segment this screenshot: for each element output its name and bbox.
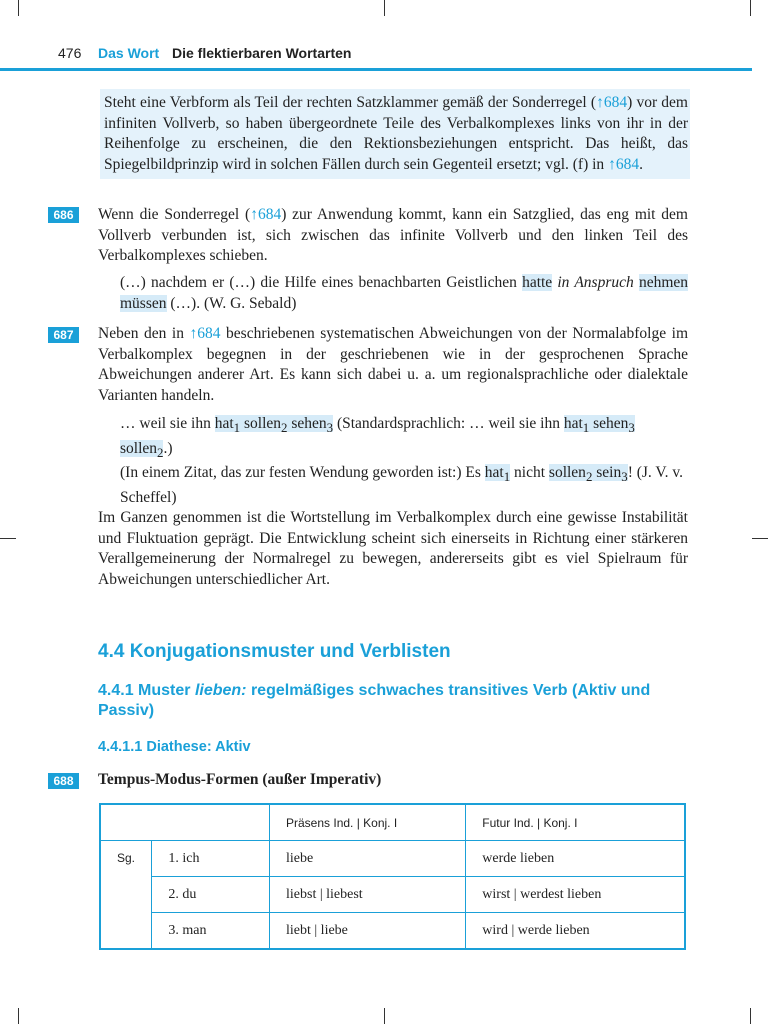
verb: sollen: [120, 439, 158, 457]
highlighted-verb: nehmen müssen: [120, 274, 689, 312]
table-header-cell: Futur Ind. | Konj. I: [466, 804, 685, 841]
cross-reference-link[interactable]: ↑684: [250, 206, 282, 223]
paragraph-number-badge: 688: [48, 773, 79, 789]
cross-reference-link[interactable]: ↑684: [189, 325, 221, 342]
section-title: Die flektierbaren Wortarten: [172, 45, 352, 61]
highlighted-verb: [548, 464, 628, 485]
example-687: [120, 414, 688, 508]
example-686: [120, 273, 688, 314]
example-text: .): [163, 439, 173, 457]
verb: hat: [484, 464, 504, 482]
index-subscript: 1: [503, 469, 511, 485]
verb: hat: [214, 415, 234, 432]
crop-mark: [750, 1008, 751, 1024]
table-cell-person: 3. man: [152, 913, 270, 950]
index-subscript: 3: [621, 469, 628, 485]
table-cell-person: 1. ich: [152, 841, 270, 877]
running-header: [58, 44, 758, 66]
table-row: [100, 841, 685, 877]
heading-text: 4.4.1 Muster: [98, 682, 195, 699]
intro-text: .: [639, 155, 643, 173]
number-group-label: Sg.: [100, 841, 152, 950]
body-text: beschriebenen systematischen Abweichungen von der Normalabfolge im Verbalkomplex begegnen in der geschriebenen wie in der gesprochenen Sprache Abweichungen anderer Art. Es kann sich dabei u. a. um regionalsprachliche oder dialektale Varianten handeln.: [98, 325, 688, 404]
section-heading-4-4-1-1: 4.4.1.1 Diathese: Aktiv: [98, 739, 251, 755]
verb: sollen: [243, 415, 282, 432]
example-text: ! (J. V. v. Scheffel): [120, 464, 683, 506]
example-text: (…) nachdem er (…) die Hilfe eines benachbarten Geistlichen: [120, 274, 523, 291]
index-subscript: 2: [585, 469, 593, 485]
section-heading-4-4-1: [98, 681, 688, 721]
verb: hat: [563, 415, 583, 432]
table-row: [100, 913, 685, 950]
crop-mark: [384, 0, 385, 16]
cross-reference-link[interactable]: ↑684: [596, 94, 628, 111]
index-subscript: 1: [582, 420, 590, 436]
paragraph-686: [98, 205, 688, 267]
conjugation-table: [99, 803, 686, 950]
highlighted-verb: hatte: [522, 274, 553, 291]
crop-mark: [0, 538, 16, 539]
example-line: [120, 463, 688, 508]
heading-text: regelmäßiges schwaches transitives Verb (Aktiv und Passiv): [98, 682, 651, 719]
intro-text: ) vor dem infiniten Vollverb, so haben übergeordnete Teile des Verbalkomplexes links von ihr in der Reihenfolge zu erscheinen, die den Rektionsbeziehungen entspricht. Das heißt, das Spiegelbildprinzip wird in solchen Fällen durch sein Gegenteil ersetzt; vgl. (f) in: [104, 94, 688, 173]
table-cell-futur: wird | werde lieben: [466, 913, 685, 950]
index-subscript: 2: [157, 444, 164, 460]
table-cell-praesens: liebt | liebe: [270, 913, 466, 950]
table-caption: Tempus-Modus-Formen (außer Imperativ): [98, 771, 382, 788]
crop-mark: [750, 0, 751, 16]
paragraph-number-badge: 687: [48, 327, 79, 343]
paragraph-687: [98, 324, 688, 406]
example-text: nicht: [510, 464, 549, 482]
table-cell-futur: werde lieben: [466, 841, 685, 877]
verb: sein: [596, 464, 622, 482]
chapter-title: Das Wort: [98, 45, 160, 61]
table-cell-person: 2. du: [152, 877, 270, 913]
verb: sollen: [548, 464, 586, 482]
example-italic-text: in Anspruch: [557, 274, 634, 291]
crop-mark: [18, 1008, 19, 1024]
body-text: ) zur Anwendung kommt, kann ein Satzglied, das eng mit dem Vollverb verbunden ist, sich zwischen das infinite Vollverb und den linken Teil des Verbalkomplexes schieben.: [98, 206, 688, 264]
crop-mark: [384, 1008, 385, 1024]
table-header-cell: [100, 804, 270, 841]
summary-paragraph: Im Ganzen genommen ist die Wortstellung im Verbalkomplex durch eine gewisse Instabilität und Fluktuation geprägt. Die Entwicklung scheint sich einerseits in Richtung einer stärkeren Verallgemeinerung der Normalregel zu bewegen, andererseits gibt es viel Spielraum für Abweichungen unterschiedlicher Art.: [98, 509, 688, 588]
highlighted-verb: [214, 415, 334, 436]
paragraph-number-badge: 686: [48, 207, 79, 223]
intro-note-box: [100, 89, 690, 179]
heading-italic-text: lieben:: [194, 682, 247, 699]
table-header-row: [100, 804, 685, 841]
index-subscript: 3: [326, 420, 334, 436]
table-cell-praesens: liebst | liebest: [270, 877, 466, 913]
header-rule: [0, 68, 752, 71]
verb: sehen: [291, 415, 327, 432]
body-text: Wenn die Sonderregel (: [98, 206, 251, 223]
table-row: [100, 877, 685, 913]
example-text: (In einem Zitat, das zur festen Wendung geworden ist:) Es: [120, 464, 485, 482]
crop-mark: [18, 0, 19, 16]
example-text: … weil sie ihn: [120, 415, 215, 432]
crop-mark: [752, 538, 768, 539]
verb: sehen: [593, 415, 629, 432]
table-header-cell: Präsens Ind. | Konj. I: [270, 804, 466, 841]
intro-text: Steht eine Verbform als Teil der rechten Satzklammer gemäß der Sonderregel (: [104, 94, 597, 111]
highlighted-verb: [484, 464, 511, 485]
example-text: (…). (W. G. Sebald): [166, 294, 297, 312]
example-line: [120, 414, 688, 463]
body-text: Neben den in: [98, 325, 190, 342]
index-subscript: 1: [233, 420, 241, 436]
index-subscript: 2: [281, 420, 288, 436]
page-number: 476: [58, 45, 82, 61]
index-subscript: 3: [628, 420, 635, 436]
table-cell-futur: wirst | werdest lieben: [466, 877, 685, 913]
cross-reference-link[interactable]: ↑684: [608, 155, 640, 173]
section-heading-4-4: 4.4 Konjugationsmuster und Verblisten: [98, 641, 451, 662]
table-cell-praesens: liebe: [270, 841, 466, 877]
example-text: (Standardsprachlich: … weil sie ihn: [333, 415, 564, 432]
